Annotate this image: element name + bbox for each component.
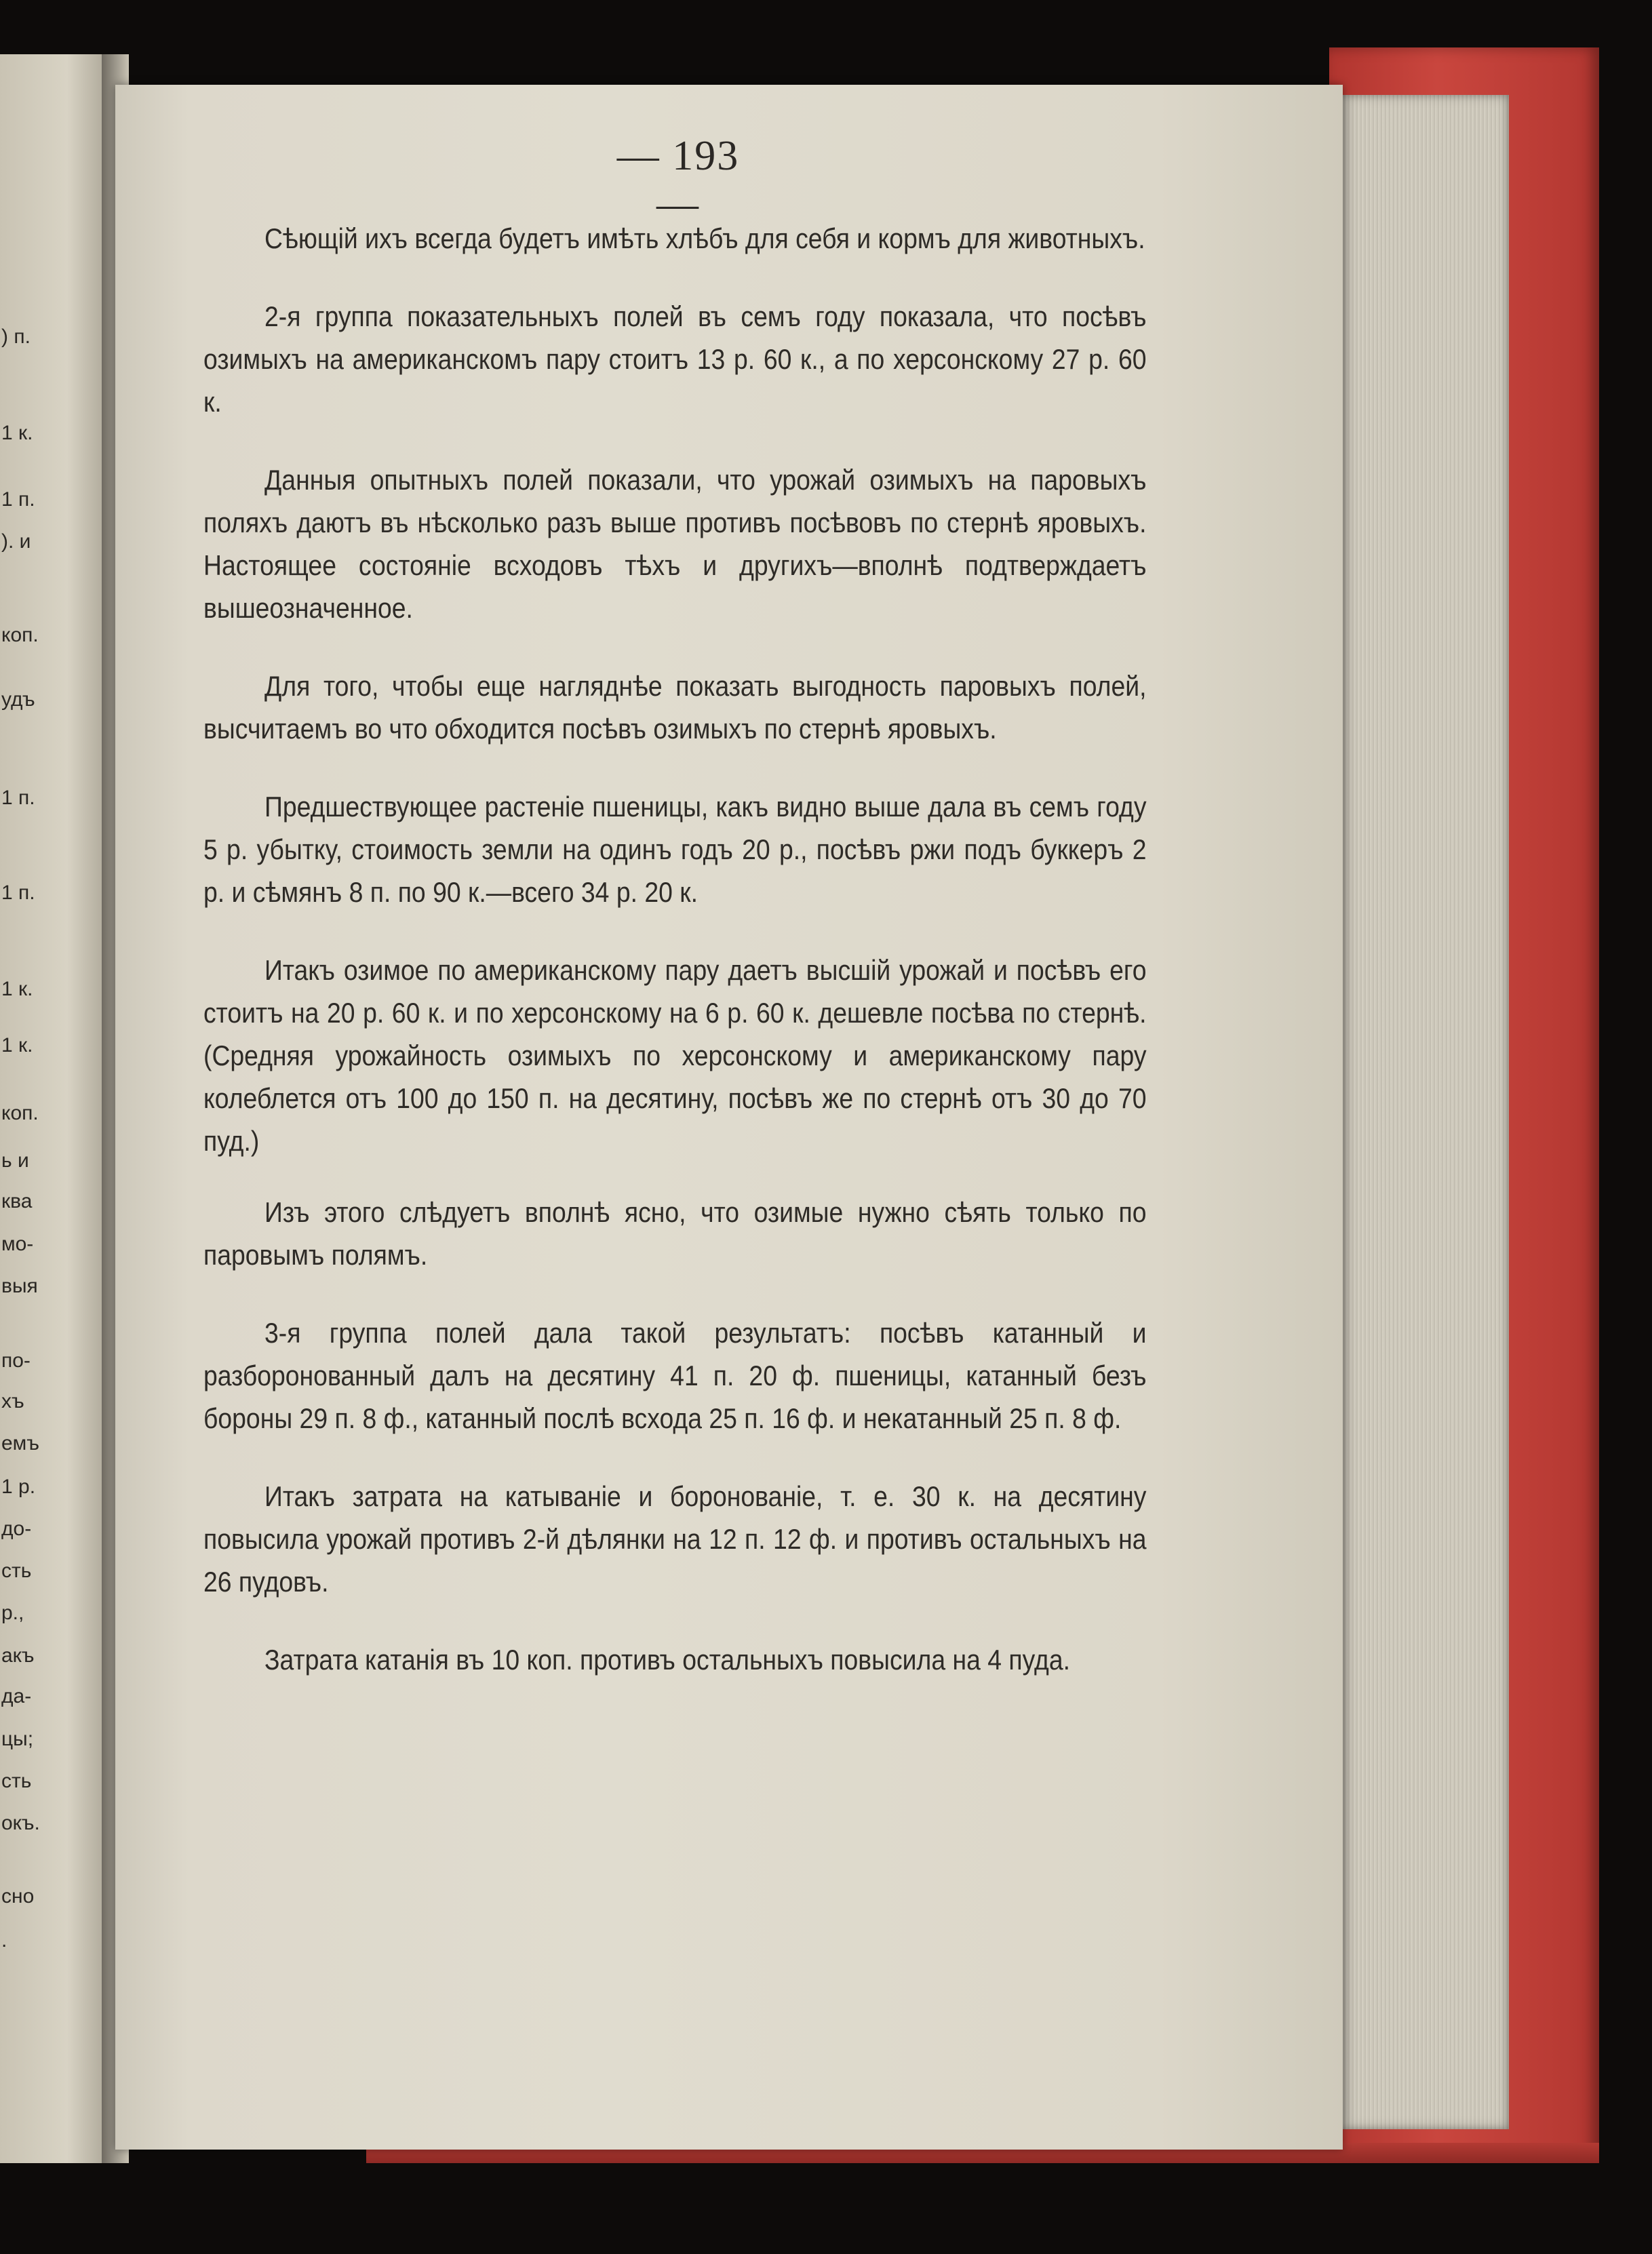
paragraph: Для того, чтобы еще нагляднѣе показать выгодность паровыхъ полей, высчитаемъ во что обходится посѣвъ озимыхъ по стернѣ яровыхъ.: [203, 670, 1147, 745]
paragraph: Данныя опытныхъ полей показали, что урожай озимыхъ на паровыхъ поляхъ даютъ въ нѣсколько разъ выше противъ посѣвовъ по стернѣ яровыхъ. Настоящее состояніе всходовъ тѣхъ и другихъ—вполнѣ подтверждаетъ вышеозначенное.: [203, 464, 1147, 624]
left-page-fragment: .: [1, 1929, 7, 1952]
left-facing-page: [0, 54, 112, 2163]
paragraph: 3-я группа полей дала такой результатъ: посѣвъ катанный и разборонованный далъ на десятину 41 п. 20 ф. пшеницы, катанный безъ бороны 29 п. 8 ф., катанный послѣ всхода 25 п. 16 ф. и некатанный 25 п. 8 ф.: [203, 1317, 1147, 1434]
left-page-fragment: 1 р.: [1, 1476, 36, 1498]
paragraph: Затрата катанія въ 10 коп. противъ остальныхъ повысила на 4 пуда.: [264, 1644, 1070, 1676]
page-number: — 193 —: [616, 133, 740, 227]
left-page-fragment: по-: [1, 1349, 31, 1372]
left-page-fragment: коп.: [1, 1102, 39, 1124]
paragraph: 2-я группа показательныхъ полей въ семъ году показала, что посѣвъ озимыхъ на американскомъ пару стоитъ 13 р. 60 к., а по херсонскому 27 р. 60 к.: [203, 300, 1147, 418]
paragraph: Итакъ затрата на катываніе и боронованіе, т. е. 30 к. на десятину повысила урожай противъ 2-й дѣлянки на 12 п. 12 ф. и противъ остальныхъ на 26 пудовъ.: [203, 1480, 1147, 1598]
left-page-fragment: хъ: [1, 1390, 24, 1412]
paragraph: Изъ этого слѣдуетъ вполнѣ ясно, что озимые нужно сѣять только по паровымъ полямъ.: [203, 1196, 1147, 1271]
left-page-fragment: ). и: [1, 530, 31, 553]
left-page-fragment: р.,: [1, 1602, 24, 1624]
page-body: [203, 217, 1147, 1716]
left-page-fragment: 1 п.: [1, 787, 35, 809]
left-page-fragment: 1 п.: [1, 488, 35, 511]
left-page-fragment: ь и: [1, 1149, 29, 1172]
left-page-fragment: коп.: [1, 624, 39, 646]
left-page-fragment: акъ: [1, 1644, 35, 1667]
paragraph: Итакъ озимое по американскому пару даетъ высшій урожай и посѣвъ его стоитъ на 20 р. 60 к. и по херсонскому на 6 р. 60 к. дешевле посѣва по стернѣ. (Средняя урожайность озимыхъ по херсонскому и американскому пару колеблется отъ 100 до 150 п. на десятину, посѣвъ же по стернѣ отъ 30 до 70 пуд.): [203, 954, 1147, 1157]
left-page-fragment: емъ: [1, 1432, 40, 1455]
left-page-fragment: ) п.: [1, 325, 31, 348]
left-page-fragment: до-: [1, 1518, 32, 1540]
left-page-fragment: цы;: [1, 1728, 34, 1750]
left-page-fragment: окъ.: [1, 1812, 40, 1834]
left-page-fragment: 1 к.: [1, 1034, 33, 1056]
left-page-fragment: ква: [1, 1190, 33, 1212]
left-page-fragment: сть: [1, 1770, 32, 1792]
paragraph: Сѣющій ихъ всегда будетъ имѣть хлѣбъ для себя и кормъ для животныхъ.: [264, 222, 1145, 254]
left-page-fragment: 1 п.: [1, 882, 35, 904]
left-page-fragment: удъ: [1, 688, 35, 711]
left-page-fragment: сно: [1, 1885, 35, 1907]
left-page-fragment: 1 к.: [1, 422, 33, 444]
left-page-fragment: выя: [1, 1275, 38, 1297]
left-page-fragment: 1 к.: [1, 978, 33, 1000]
left-page-fragment: сть: [1, 1560, 32, 1582]
left-page-fragment: мо-: [1, 1233, 34, 1255]
page-edges: [1339, 95, 1509, 2129]
paragraph: Предшествующее растеніе пшеницы, какъ видно выше дала въ семъ году 5 р. убытку, стоимость земли на одинъ годъ 20 р., посѣвъ ржи подъ буккеръ 2 р. и сѣмянъ 8 п. по 90 к.—всего 34 р. 20 к.: [203, 791, 1147, 908]
left-page-fragment: да-: [1, 1685, 32, 1707]
